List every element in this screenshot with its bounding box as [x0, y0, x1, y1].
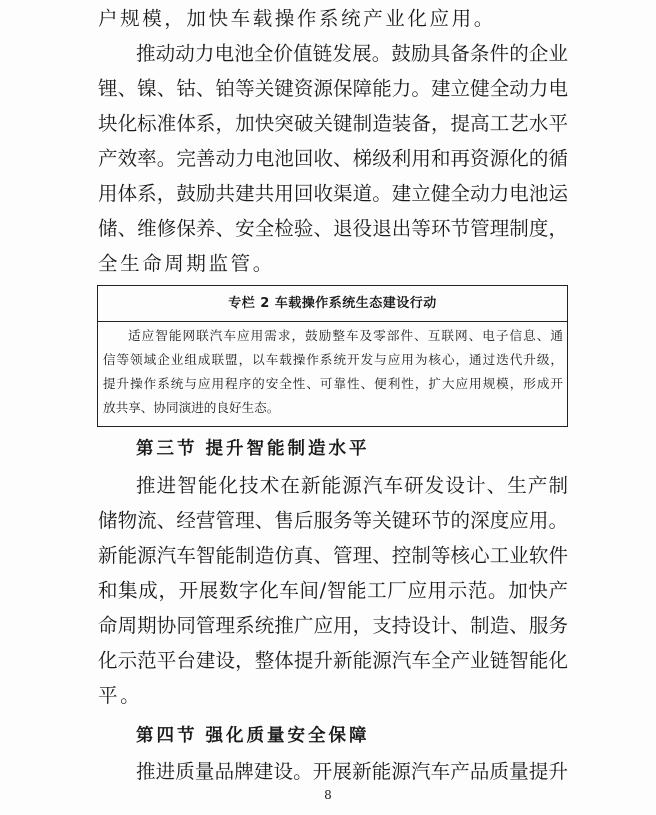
column-box-line: 放共享、协同演进的良好生态。: [103, 400, 280, 415]
column-box-line: 适应智能网联汽车应用需求，鼓励整车及零部件、互联网、电子信息、通: [128, 328, 563, 343]
column-box-line: 提升操作系统与应用程序的安全性、可靠性、便利性，扩大应用规模，形成开: [103, 376, 563, 391]
paragraph-line: 化示范平台建设，整体提升新能源汽车全产业链智能化: [98, 649, 568, 672]
paragraph-line: 锂、镍、钴、铂等关键资源保障能力。建立健全动力电: [98, 77, 568, 100]
paragraph-line: 新能源汽车智能制造仿真、管理、控制等核心工业软件: [98, 544, 568, 567]
paragraph-line: 全生命周期监管。: [98, 252, 275, 275]
paragraph-line: 产效率。完善动力电池回收、梯级利用和再资源化的循: [98, 147, 568, 170]
section-heading: [136, 724, 370, 748]
paragraph-line: 推进质量品牌建设。开展新能源汽车产品质量提升: [136, 760, 568, 783]
paragraph-line: 户规模，加快车载操作系统产业化应用。: [98, 7, 496, 30]
section-heading: [136, 437, 370, 461]
section-title: 提升智能制造水平: [205, 439, 370, 459]
section-number: 第四节: [136, 726, 198, 746]
paragraph-line: 平。: [98, 684, 143, 707]
paragraph-line: 推动动力电池全价值链发展。鼓励具备条件的企业: [136, 42, 568, 65]
paragraph-line: 储、维修保养、安全检验、退役退出等环节管理制度，: [98, 217, 568, 240]
paragraph-line: 推进智能化技术在新能源汽车研发设计、生产制: [136, 474, 568, 497]
column-box: [97, 285, 568, 427]
paragraph-line: 和集成，开展数字化车间/智能工厂应用示范。加快产: [98, 579, 568, 602]
paragraph-line: 命周期协同管理系统推广应用，支持设计、制造、服务: [98, 614, 568, 637]
column-box-title: 专栏 2 车载操作系统生态建设行动: [98, 286, 567, 322]
section-title: 强化质量安全保障: [205, 726, 370, 746]
section-number: 第三节: [136, 439, 198, 459]
paragraph-line: 用体系，鼓励共建共用回收渠道。建立健全动力电池运: [98, 182, 568, 205]
page-number: 8: [324, 788, 332, 802]
paragraph-line: 块化标准体系，加快突破关键制造装备，提高工艺水平: [98, 112, 568, 135]
column-box-line: 信等领域企业组成联盟，以车载操作系统开发与应用为核心，通过迭代升级，: [103, 352, 563, 367]
paragraph-line: 储物流、经营管理、售后服务等关键环节的深度应用。: [98, 509, 568, 532]
